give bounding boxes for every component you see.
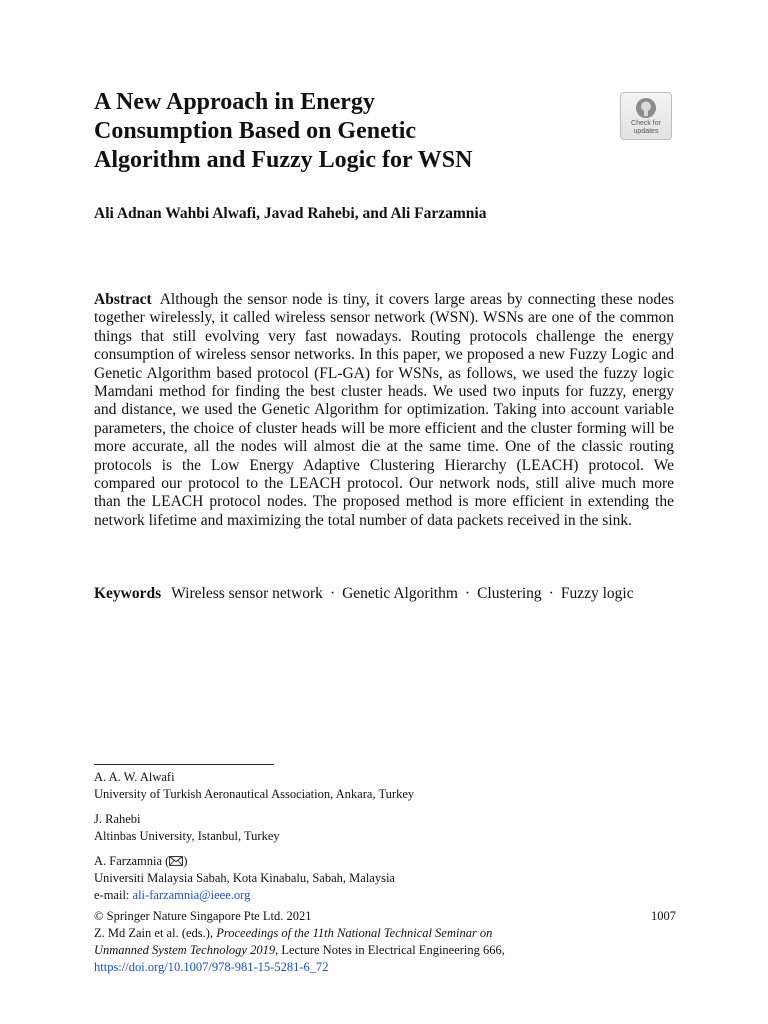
affiliations <box>94 769 594 912</box>
series-line <box>94 942 694 959</box>
affiliation-item <box>94 853 594 904</box>
envelope-icon[interactable] <box>169 856 183 866</box>
keywords-label: Keywords <box>94 585 162 602</box>
affiliation-name: J. Rahebi <box>94 812 141 826</box>
doi-line <box>94 959 694 976</box>
proceedings-title-part-1: Proceedings of the 11th National Technical Seminar on <box>216 926 493 940</box>
title-line-3: Algorithm and Fuzzy Logic for WSN <box>94 147 473 173</box>
title-line-2: Consumption Based on Genetic <box>94 118 417 144</box>
check-for-updates-icon <box>635 97 657 119</box>
affiliation-name-close: ) <box>183 854 188 868</box>
keyword: Genetic Algorithm <box>342 585 458 602</box>
keyword: Wireless sensor network <box>171 585 323 602</box>
email-row <box>94 887 594 904</box>
email-label: e-mail: <box>94 888 133 902</box>
keywords <box>94 585 664 603</box>
keyword: Fuzzy logic <box>560 585 634 602</box>
affiliation-name-row <box>94 853 594 870</box>
affiliation-org: Altinbas University, Istanbul, Turkey <box>94 829 280 843</box>
paper-title <box>94 88 594 175</box>
affiliation-name: A. Farzamnia ( <box>94 854 170 868</box>
author-list: Ali Adnan Wahbi Alwafi, Javad Rahebi, and Ali Farzamnia <box>94 205 487 222</box>
affiliation-name: A. A. W. Alwafi <box>94 770 175 784</box>
badge-label: Check for updates <box>631 120 661 135</box>
abstract-label: Abstract <box>94 291 152 308</box>
publication-info <box>94 908 694 976</box>
affiliation-org: Universiti Malaysia Sabah, Kota Kinabalu, Sabah, Malaysia <box>94 871 395 885</box>
keyword-separator: · <box>548 585 554 602</box>
doi-link[interactable]: https://doi.org/10.1007/978-981-15-5281-6_72 <box>94 960 329 974</box>
editors-prefix: Z. Md Zain et al. (eds.), <box>94 926 217 940</box>
footnote-rule <box>94 764 274 765</box>
proceedings-title-part-2: Unmanned System Technology 2019 <box>94 943 276 957</box>
affiliation-item <box>94 769 594 803</box>
keyword: Clustering <box>477 585 542 602</box>
affiliation-item <box>94 811 594 845</box>
abstract-text: Although the sensor node is tiny, it covers large areas by connecting these nodes together wirelessly, it called wireless sensor network (WSN). WSNs are one of the common things that still evolving very fast nowadays. Routing protocols challenge the energy consumption of wireless sensor networks. In this paper, we proposed a new Fuzzy Logic and Genetic Algorithm based protocol (FL-GA) for WSNs, as follows, we used the fuzzy logic Mamdani method for finding the best cluster heads. We used two inputs for fuzzy, energy and distance, we used the Genetic Algorithm for optimization. Taking into account variable parameters, the choice of cluster heads will be more efficient and the cluster forming will be more accurate, all the nodes will almost die at the same time. One of the classic routing protocols is the Low Energy Adaptive Clustering Hierarchy (LEACH) protocol. We compared our protocol to the LEACH protocol. Our network nods, still alive much more than the LEACH protocol nodes. The proposed method is more efficient in extending the network lifetime and maximizing the total number of data packets received in the sink. <box>94 291 674 529</box>
email-link[interactable]: ali-farzamnia@ieee.org <box>132 888 251 902</box>
keyword-separator: · <box>464 585 471 602</box>
series-info: , Lecture Notes in Electrical Engineering 666, <box>275 943 505 957</box>
title-line-1: A New Approach in Energy <box>94 89 375 115</box>
abstract <box>94 291 674 530</box>
keyword-separator: · <box>329 585 336 602</box>
affiliation-org: University of Turkish Aeronautical Association, Ankara, Turkey <box>94 787 415 801</box>
copyright-line: © Springer Nature Singapore Pte Ltd. 2021 <box>94 909 312 923</box>
check-for-updates-badge[interactable] <box>620 92 672 140</box>
page-number: 1007 <box>651 909 676 923</box>
editors-line <box>94 925 694 942</box>
